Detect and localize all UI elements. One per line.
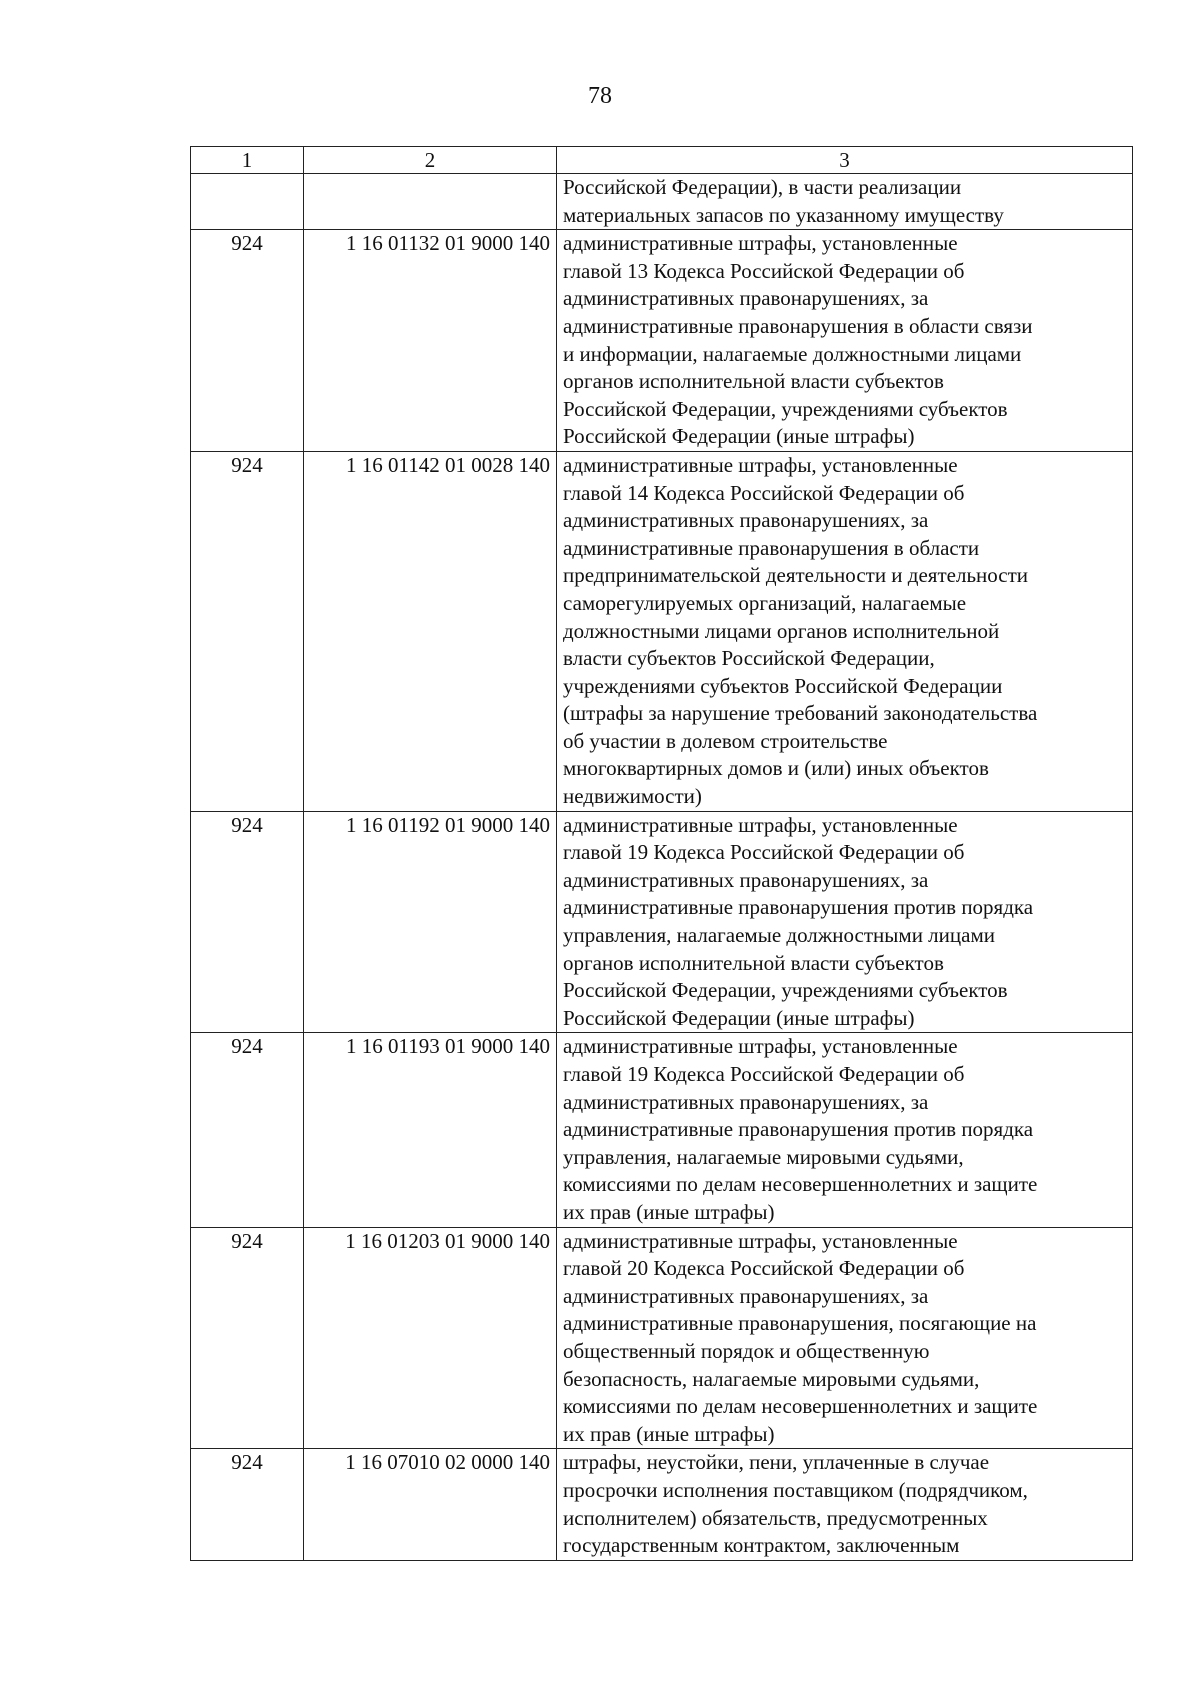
description-cell: административные штрафы, установленные главой 14 Кодекса Российской Федерации об административных правонарушениях, за административные правонарушения в области предпринимательской деятельности и деятельности саморегулируемых организаций, налагаемые должностными лицами органов исполнительной власти субъектов Российской Федерации, учреждениями субъектов Российской Федерации (штрафы за нарушение требований законодательства об участии в долевом строительстве многоквартирных домов и (или) иных объектов недвижимости): [557, 451, 1133, 811]
header-col-2: 2: [304, 147, 557, 174]
table-row: [191, 1033, 1133, 1227]
description-cell: административные штрафы, установленные главой 19 Кодекса Российской Федерации об административных правонарушениях, за административные правонарушения против порядка управления, налагаемые мировыми судьями, комиссиями по делам несовершеннолетних и защите их прав (иные штрафы): [557, 1033, 1133, 1227]
admin-code-cell: 924: [191, 1033, 304, 1227]
admin-code-cell: 924: [191, 1449, 304, 1560]
description-cell: административные штрафы, установленные главой 20 Кодекса Российской Федерации об административных правонарушениях, за административные правонарушения, посягающие на общественный порядок и общественную безопасность, налагаемые мировыми судьями, комиссиями по делам несовершеннолетних и защите их прав (иные штрафы): [557, 1227, 1133, 1449]
description-cell: административные штрафы, установленные главой 13 Кодекса Российской Федерации об административных правонарушениях, за административные правонарушения в области связи и информации, налагаемые должностными лицами органов исполнительной власти субъектов Российской Федерации, учреждениями субъектов Российской Федерации (иные штрафы): [557, 230, 1133, 452]
table-row: [191, 451, 1133, 811]
table-row: [191, 230, 1133, 452]
kbk-code-cell: 1 16 01142 01 0028 140: [304, 451, 557, 811]
description-cell: Российской Федерации), в части реализации материальных запасов по указанному имуществу: [557, 174, 1133, 230]
table-row: [191, 174, 1133, 230]
revenue-codes-table: [190, 146, 1133, 1561]
table-header-row: [191, 147, 1133, 174]
admin-code-cell: [191, 174, 304, 230]
table-row: [191, 811, 1133, 1033]
header-col-1: 1: [191, 147, 304, 174]
admin-code-cell: 924: [191, 451, 304, 811]
kbk-code-cell: 1 16 01132 01 9000 140: [304, 230, 557, 452]
kbk-code-cell: 1 16 01192 01 9000 140: [304, 811, 557, 1033]
kbk-code-cell: [304, 174, 557, 230]
kbk-code-cell: 1 16 07010 02 0000 140: [304, 1449, 557, 1560]
header-col-3: 3: [557, 147, 1133, 174]
admin-code-cell: 924: [191, 230, 304, 452]
admin-code-cell: 924: [191, 811, 304, 1033]
table-row: [191, 1449, 1133, 1560]
kbk-code-cell: 1 16 01203 01 9000 140: [304, 1227, 557, 1449]
description-cell: штрафы, неустойки, пени, уплаченные в случае просрочки исполнения поставщиком (подрядчиком, исполнителем) обязательств, предусмотренных государственным контрактом, заключенным: [557, 1449, 1133, 1560]
kbk-code-cell: 1 16 01193 01 9000 140: [304, 1033, 557, 1227]
description-cell: административные штрафы, установленные главой 19 Кодекса Российской Федерации об административных правонарушениях, за административные правонарушения против порядка управления, налагаемые должностными лицами органов исполнительной власти субъектов Российской Федерации, учреждениями субъектов Российской Федерации (иные штрафы): [557, 811, 1133, 1033]
page-number: 78: [588, 83, 612, 109]
table-row: [191, 1227, 1133, 1449]
admin-code-cell: 924: [191, 1227, 304, 1449]
